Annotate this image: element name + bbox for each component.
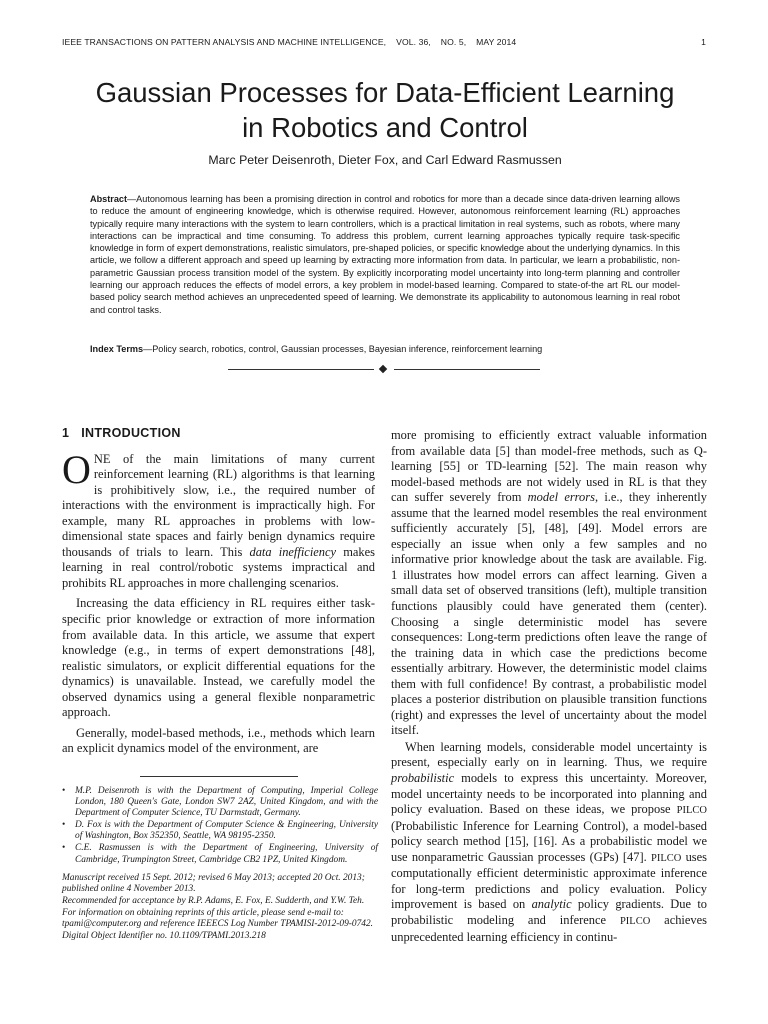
index-terms-text: —Policy search, robotics, control, Gaussian processes, Bayesian inference, reinforcement learning (143, 344, 543, 354)
page-number: 1 (701, 37, 706, 47)
right-paragraph-2 (391, 740, 707, 945)
footnotes (62, 786, 378, 943)
intro-paragraph-1 (62, 446, 375, 592)
index-terms-label: Index Terms (90, 344, 144, 354)
right-paragraph-2-e: policy gradients. Due to probabilistic modeling and inference (391, 897, 708, 927)
right-paragraph-2-a: When learning models, considerable model uncertainty is present, especially early on in learning. Thus, we require (391, 739, 707, 770)
emphasis-model-errors: model errors (527, 490, 595, 505)
drop-cap: O (62, 446, 91, 492)
paper-title (40, 75, 730, 145)
right-paragraph-2-b: models to express this uncertainty. Moreover, model uncertainty needs to be incorporated into planning and policy evaluation. Based on these ideas, we propose (391, 771, 707, 817)
index-terms (90, 343, 680, 355)
intro-paragraph-1-text: NE of the main limitations of many current reinforcement learning (RL) algorithms is that learning is prohibitively slow, i.e., the required number of interactions with the environment is impractically high. For example, many RL approaches in problems with low-dimensional state spaces and fairly benign dynamics require thousands of trials to learn. This (62, 451, 375, 559)
journal-citation: IEEE TRANSACTIONS ON PATTERN ANALYSIS AND MACHINE INTELLIGENCE, VOL. 36, NO. 5, MAY 2014 (62, 37, 517, 47)
emphasis-data-inefficiency: data inefficiency (249, 544, 337, 559)
affiliation-fox: • D. Fox is with the Department of Computer Science & Engineering, University of Washington, Box 352350, Seattle, WA 98195-2350. (75, 820, 378, 842)
publication-metadata (62, 873, 378, 943)
recommended-by: Recommended for acceptance by R.P. Adams, E. Fox, E. Sudderth, and Y.W. Teh. (62, 895, 365, 906)
right-column (391, 428, 707, 945)
reprint-info: For information on obtaining reprints of this article, please send e-mail to: tpami@computer.org and reference IEEECS Log Number TPAMISI-2012-09-0742. (62, 907, 374, 930)
emphasis-analytic: analytic (531, 897, 572, 912)
right-paragraph-2-d: uses computationally efficient deterministic approximate inference for long-term predictions and policy evaluation. Policy improvement is based on (391, 849, 708, 912)
pilco-acronym: PILCO (676, 805, 707, 817)
running-header (62, 37, 708, 51)
pilco-acronym: PILCO (651, 852, 682, 864)
divider-line-left (228, 369, 374, 370)
author-list: Marc Peter Deisenroth, Dieter Fox, and Carl Edward Rasmussen (208, 153, 562, 167)
doi: Digital Object Identifier no. 10.1109/TPAMI.2013.218 (62, 931, 266, 942)
diamond-icon (379, 365, 387, 373)
section-heading (62, 426, 375, 442)
manuscript-dates: Manuscript received 15 Sept. 2012; revised 6 May 2013; accepted 20 Oct. 2013; published online 4 November 2013. (62, 872, 365, 894)
right-paragraph-1-text: more promising to efficiently extract valuable information from available data [5] than model-free methods, such as Q-learning [55] or TD-learning [52]. The main reason why model-based methods are not widely used in RL is that they can suffer severely from (391, 428, 707, 505)
abstract-label: Abstract (90, 194, 128, 204)
pilco-acronym: PILCO (619, 915, 651, 927)
paper-title-line-1: Gaussian Processes for Data-Efficient Learning (95, 77, 675, 108)
right-paragraph-2-f: achieves unprecedented learning efficiency in continu- (391, 912, 707, 944)
section-number: 1 (62, 426, 70, 440)
intro-paragraph-1-tail: makes learning in real control/robotic systems impractical and prohibits RL approaches in more challenging scenarios. (62, 544, 375, 590)
emphasis-probabilistic: probabilistic (391, 771, 455, 786)
affiliation-deisenroth: • M.P. Deisenroth is with the Department of Computing, Imperial College London, 180 Queen's Gate, London SW7 2AZ, United Kingdom, and with the Department of Computer Science, TU Darmstadt, Germany. (75, 786, 378, 819)
affiliation-rasmussen: • C.E. Rasmussen is with the Department of Engineering, University of Cambridge, Trumpington Street, Cambridge CB2 1PZ, United Kingdom. (75, 843, 378, 865)
abstract-text: —Autonomous learning has been a promising direction in control and robotics for more than a decade since data-driven learning allows to reduce the amount of engineering knowledge, which is otherwise required. However, autonomous reinforcement learning (RL) approaches typically require many interactions with the system to learn controllers, which is a practical limitation in real systems, such as robots, where many interactions can be impractical and time consuming. To address this problem, current learning approaches typically require task-specific knowledge in form of expert demonstrations, realistic simulators, pre-shaped policies, or specific knowledge about the underlying dynamics. In this article, we follow a different approach and speed up learning by extracting more information from data. In particular, we learn a probabilistic, non-parametric Gaussian process transition model of the system. By explicitly incorporating model uncertainty into long-term planning and controller learning our approach reduces the effects of model errors, a key problem in model-based learning. Compared to state-of-the art RL our model-based policy search method achieves an unprecedented speed of learning. We demonstrate its applicability to autonomous learning in real robot and control tasks. (90, 194, 680, 315)
intro-paragraph-2: Increasing the data efficiency in RL requires either task-specific prior knowledge or extraction of more information from available data. In this article, we assume that expert knowledge (e.g., in terms of expert demonstrations [48], realistic simulators, or explicit differential equations for the dynamics) is unavailable. Instead, we carefully model the observed dynamics using a general flexible nonparametric approach. (62, 596, 375, 720)
paper-title-line-2: in Robotics and Control (242, 112, 528, 143)
intro-paragraph-3: Generally, model-based methods, i.e., methods which learn an explicit dynamics model of the environment, are (62, 725, 375, 756)
right-paragraph-1 (391, 428, 707, 739)
footnote-rule (140, 776, 298, 777)
section-title: INTRODUCTION (81, 426, 181, 440)
section-divider (228, 364, 540, 376)
right-paragraph-1-tail: , i.e., they inherently assume that the learned model resembles the real environment sufficiently accurately [5], [48], [49]. Model errors are especially an issue when only a few samples and no informative prior knowledge about the task are available. Fig. 1 illustrates how model errors can affect learning. Given a small data set of observed transitions (left), multiple transition functions plausibly could have generated them (center). Choosing a single deterministic model has severe consequences: Long-term predictions often leave the range of the training data in which case the predictions become essentially arbitrary. However, the deterministic model claims them with full confidence! By contrast, a probabilistic model places a posterior distribution on plausible transition functions (right) and expresses the level of uncertainty about the model itself. (391, 490, 707, 738)
right-paragraph-2-c: (Probabilistic Inference for Learning Control), a model-based policy search method [15], [16]. As a probabilistic model we use nonparametric Gaussian processes (GPs) [47]. (391, 818, 707, 864)
divider-line-right (394, 369, 540, 370)
abstract (90, 193, 680, 316)
left-column (62, 426, 375, 757)
affiliation-list (62, 786, 378, 866)
